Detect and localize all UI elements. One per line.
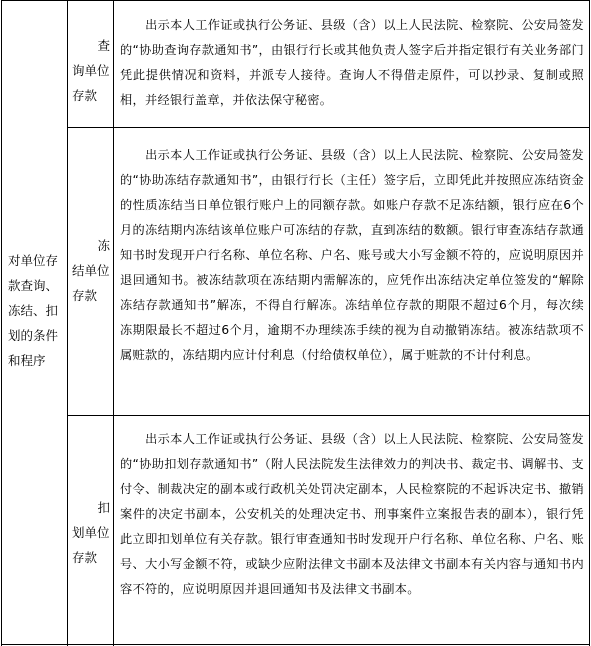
row-label-query-rest: 询单位存款 (72, 63, 110, 103)
row-label-freeze-rest: 结单位存款 (72, 263, 110, 303)
table-top-border (1, 0, 590, 1)
table-bottom-border (1, 644, 590, 645)
row-text-query: 出示本人工作证或执行公务证、县级（含）以上人民法院、检察院、公安局签发的“协助查询存款通知书”，由银行行长或其他负责人签字后并指定银行有关业务部门凭此提供情况和资料，并派专人接待。查询人不得借走原件，可以抄录、复制或照相，并经银行盖章，并依法保守秘密。 (120, 18, 584, 107)
row-label-freeze (72, 233, 110, 308)
row-divider-1 (67, 127, 590, 128)
row-text-freeze: 出示本人工作证或执行公务证、县级（含）以上人民法院、检察院、公安局签发的“协助冻结存款通知书”，由银行行长（主任）签字后，立即凭此并按照应冻结资金的性质冻结当日单位银行账户上的同额存款。如账户存款不足冻结额，银行应在6个月的冻结期内冻结该单位账户可冻结的存款，直到冻结的数额。银行审查冻结存款通知书时发现开户行名称、单位名称、户名、账号或大小写金额不符的，应说明原因并退回通知书。被冻结款项在冻结期内需解冻的，应凭作出冻结决定单位签发的“解除冻结存款通知书”解冻，不得自行解冻。冻结单位存款的期限不超过6个月，每次续冻期限最长不超过6个月，逾期不办理续冻手续的视为自动撤销冻结。被冻结款项不属赃款的，冻结期内应计付利息（付给债权单位），属于赃款的不计付利息。 (120, 148, 584, 362)
row-text-deduct: 出示本人工作证或执行公务证、县级（含）以上人民法院、检察院、公安局签发的“协助扣划存款通知书”（附人民法院发生法律效力的判决书、裁定书、调解书、支付令、制裁决定的副本或行政机关处罚决定副本，人民检察院的不起诉决定书、撤销案件的决定书副本，公安机关的处理决定书、刑事案件立案报告表的副本），银行凭此立即扣划单位有关存款。银行审查通知书时发现开户行名称、单位名称、户名、账号、大小写金额不符，或缺少应附法律文书副本及法律文书副本有关内容与通知书内容不符的，应说明原因并退回通知书及法律文书副本。 (120, 432, 584, 596)
table-border-left (1, 0, 2, 646)
row-divider-2 (67, 415, 590, 416)
row-label-query (72, 33, 110, 108)
row-label-query-first: 查 (97, 38, 110, 53)
table-divider-col2 (113, 0, 114, 646)
row-label-deduct (72, 495, 110, 570)
row-label-deduct-rest: 划单位存款 (72, 525, 110, 565)
left-category-label: 对单位存款查询、冻结、扣划的条件和程序 (8, 253, 59, 368)
row-label-deduct-first: 扣 (97, 500, 110, 515)
row-label-freeze-first: 冻 (97, 238, 110, 253)
table-border-right (589, 0, 590, 646)
